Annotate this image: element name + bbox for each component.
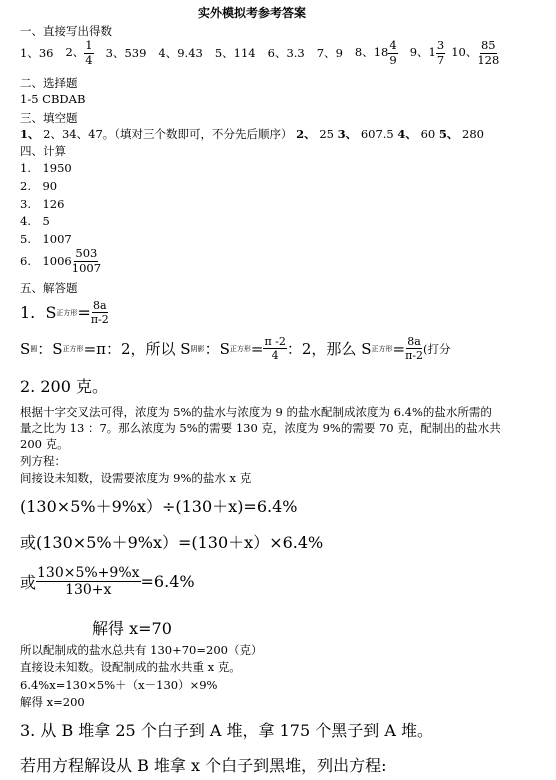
q1-ratio-line: S 圆 ：S 正方形 =π：2，所以 S 阴影 ：S 正方形 = $\frac{\pi -2}{4}$ ：2，那么 S 正方形 = $\frac{8a}{\pi-2}$ (打分 <box>20 335 451 362</box>
q2-paragraph-line-1: 根据十字交叉法可得，浓度为 5%的盐水与浓度为 9 的盐水配制成浓度为 6.4%的盐水所需的 <box>20 405 492 419</box>
q2-equation-2: 或(130×5%＋9%x）=(130＋x）×6.4% <box>20 533 324 552</box>
blank-1-text: 2、34、47。（填对三个数即可，不分先后顺序） <box>43 127 293 141</box>
calc-answer-1: 1. 1950 <box>20 161 72 175</box>
page-title: 实外模拟考参考答案 <box>198 6 307 20</box>
q2-paragraph-line-2: 量之比为 13 ：7。那么浓度为 5%的需要 130 克，浓度为 9%的需要 70 克，配制出的盐水共 <box>20 421 501 435</box>
section-2-answer: 1-5 CBDAB <box>20 92 86 106</box>
answer-9: 9、1 $\frac{3}{7}$ <box>409 38 445 67</box>
blank-2-text: 25 <box>319 127 334 141</box>
q1-formula: 1. S 正方形 = $\frac{8a}{\pi-2}$ <box>20 299 109 326</box>
section-2-heading: 二、选择题 <box>20 76 78 90</box>
answer-10: 10、 $\frac{85}{128}$ <box>451 38 500 67</box>
blank-4-text: 60 <box>420 127 436 141</box>
q3-title: 3. 从 B 堆拿 25 个白子到 A 堆，拿 175 个黑子到 A 堆。 <box>20 721 433 740</box>
blank-2-num: 2、 <box>296 127 316 141</box>
blank-1-num: 1、 <box>20 127 40 141</box>
blank-3-num: 3、 <box>337 127 358 141</box>
q2-equation-label: 列方程： <box>20 454 66 468</box>
q2-direct-setup: 直接设未知数。设配制成的盐水共重 x 克。 <box>20 660 241 674</box>
blank-3-text: 607.5 <box>360 127 394 141</box>
answer-7: 7、9 <box>316 46 343 60</box>
answer-3: 3、539 <box>105 46 147 60</box>
section-4-heading: 四、计算 <box>20 144 66 158</box>
q2-solution: 解得 x=70 <box>92 619 172 638</box>
q3-equation-intro: 若用方程解设从 B 堆拿 x 个白子到黑堆，列出方程: <box>20 756 387 775</box>
answer-4: 4、9.43 <box>158 46 203 60</box>
answer-5: 5、114 <box>214 46 256 60</box>
answer-2: 2、 $\frac{1}{4}$ <box>65 38 93 67</box>
calc-answer-6: 6. 1006 $\frac{503}{1007}$ <box>20 246 102 275</box>
section-1-answers <box>20 40 499 66</box>
q2-direct-solution: 解得 x=200 <box>20 695 85 709</box>
blank-5-text: 280 <box>462 127 484 141</box>
blank-5-num: 5、 <box>438 127 459 141</box>
section-5-heading: 五、解答题 <box>20 281 78 295</box>
calc-answer-4: 4. 5 <box>20 214 50 228</box>
calc-answer-5: 5. 1007 <box>20 232 72 246</box>
q2-equation-1: (130×5%＋9%x）÷(130＋x)=6.4% <box>20 497 298 516</box>
q2-total-line: 所以配制成的盐水总共有 130+70=200（克） <box>20 643 263 657</box>
calc-answer-2: 2. 90 <box>20 179 58 193</box>
section-3-heading: 三、填空题 <box>20 111 78 125</box>
q2-equation-3: 或 $\frac{130\times 5\%+9\%x}{130+x}$ =6.4% <box>20 565 195 598</box>
answer-6: 6、3.3 <box>267 46 305 60</box>
section-1-heading: 一、直接写出得数 <box>20 24 112 38</box>
section-3-answers <box>20 126 484 142</box>
calc-answer-3: 3. 126 <box>20 197 65 211</box>
blank-4-num: 4、 <box>397 127 417 141</box>
answer-8: 8、18 $\frac{4}{9}$ <box>354 38 397 67</box>
q2-title: 2. 200 克。 <box>20 377 108 396</box>
q2-paragraph-line-3: 200 克。 <box>20 437 69 451</box>
answer-1: 1、36 <box>20 46 54 60</box>
q2-direct-equation: 6.4%x=130×5%＋（x－130）×9% <box>20 678 218 692</box>
q2-indirect-setup: 间接设未知数，设需要浓度为 9%的盐水 x 克 <box>20 471 252 485</box>
